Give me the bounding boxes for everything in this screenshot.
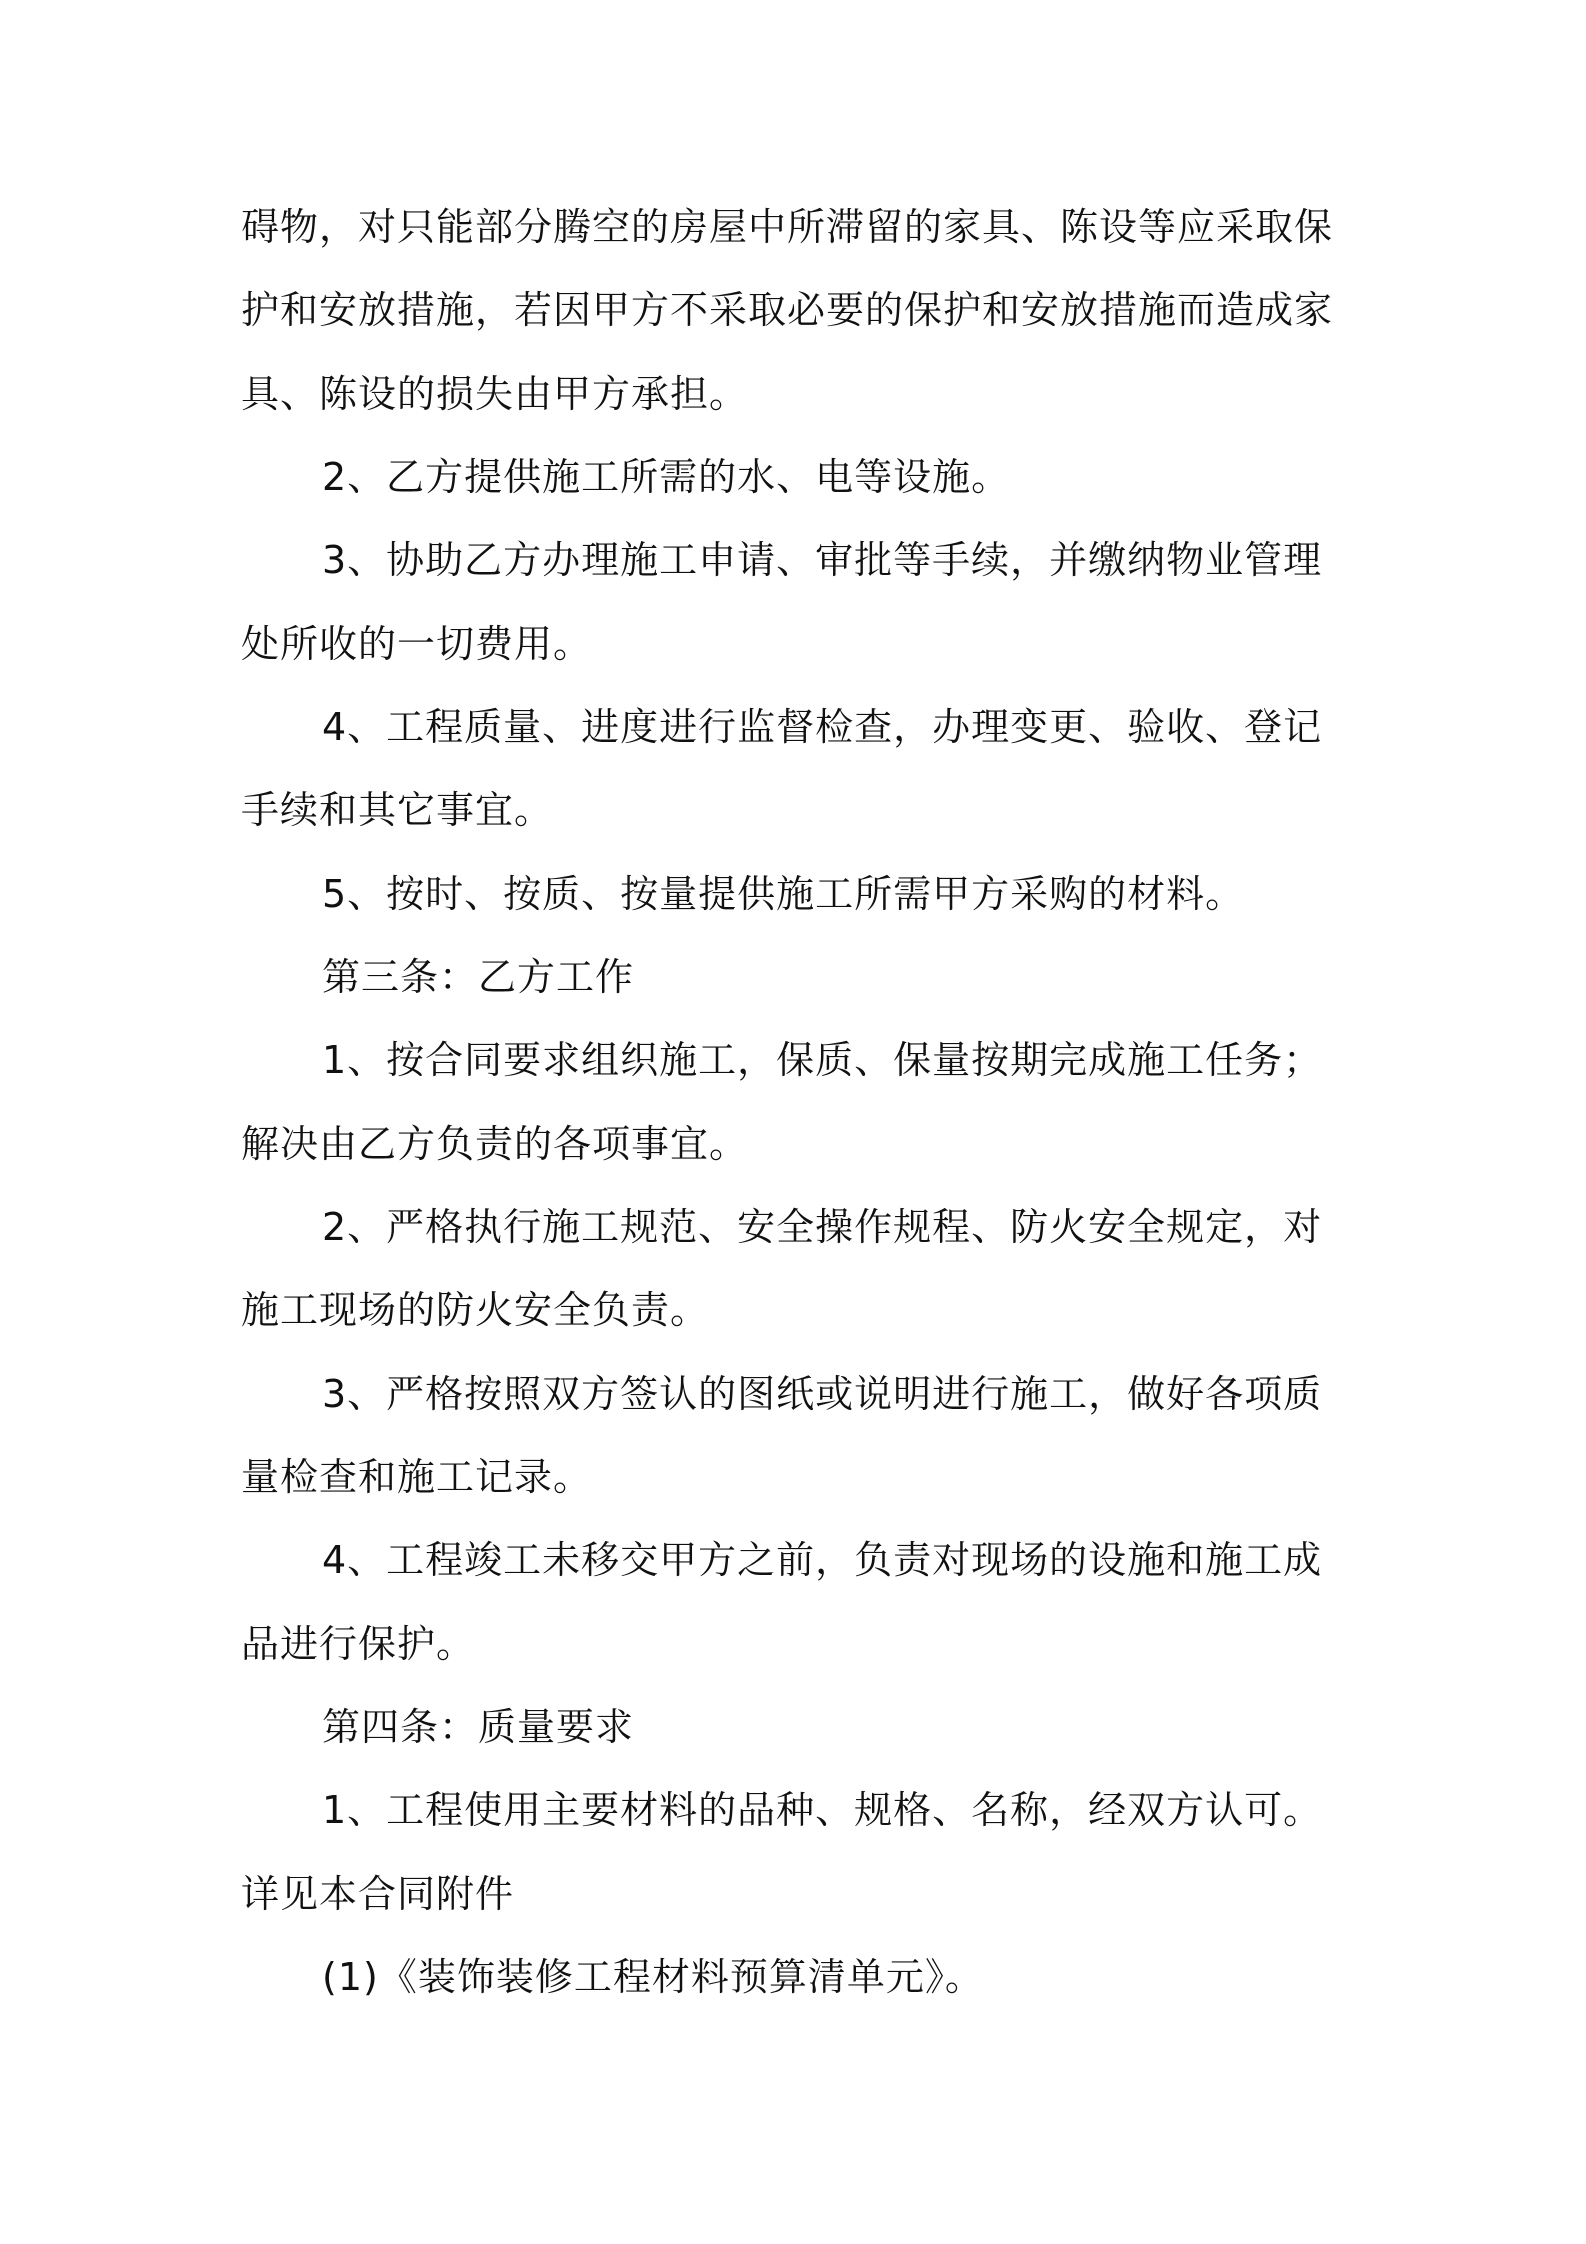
text-line: 处所收的一切费用。 — [241, 622, 593, 666]
text-line: 碍物，对只能部分腾空的房屋中所滞留的家具、陈设等应采取保 — [241, 205, 1334, 249]
text-line: 1、工程使用主要材料的品种、规格、名称，经双方认可。 — [322, 1788, 1323, 1832]
text-line: 施工现场的防火安全负责。 — [241, 1288, 710, 1332]
text-line: 2、乙方提供施工所需的水、电等设施。 — [322, 455, 1011, 499]
text-line: 4、工程竣工未移交甲方之前，负责对现场的设施和施工成 — [322, 1538, 1323, 1582]
text-line: 3、严格按照双方签认的图纸或说明进行施工，做好各项质 — [322, 1372, 1323, 1416]
section-heading: 第三条：乙方工作 — [322, 955, 635, 999]
section-heading: 第四条：质量要求 — [322, 1705, 635, 1749]
text-line: 量检查和施工记录。 — [241, 1455, 593, 1499]
text-line: 品进行保护。 — [241, 1622, 476, 1666]
text-line: 手续和其它事宜。 — [241, 788, 554, 832]
text-line: 5、按时、按质、按量提供施工所需甲方采购的材料。 — [322, 872, 1245, 916]
text-line: 详见本合同附件 — [241, 1872, 515, 1916]
text-line: 具、陈设的损失由甲方承担。 — [241, 372, 749, 416]
text-line: 解决由乙方负责的各项事宜。 — [241, 1122, 749, 1166]
text-line: 护和安放措施，若因甲方不采取必要的保护和安放措施而造成家 — [241, 288, 1334, 332]
text-line: 4、工程质量、进度进行监督检查，办理变更、验收、登记 — [322, 705, 1323, 749]
text-line: (1)《装饰装修工程材料预算清单元》。 — [322, 1955, 984, 1999]
text-line: 2、严格执行施工规范、安全操作规程、防火安全规定，对 — [322, 1205, 1323, 1249]
text-line: 1、按合同要求组织施工，保质、保量按期完成施工任务； — [322, 1038, 1323, 1082]
text-line: 3、协助乙方办理施工申请、审批等手续，并缴纳物业管理 — [322, 538, 1323, 582]
